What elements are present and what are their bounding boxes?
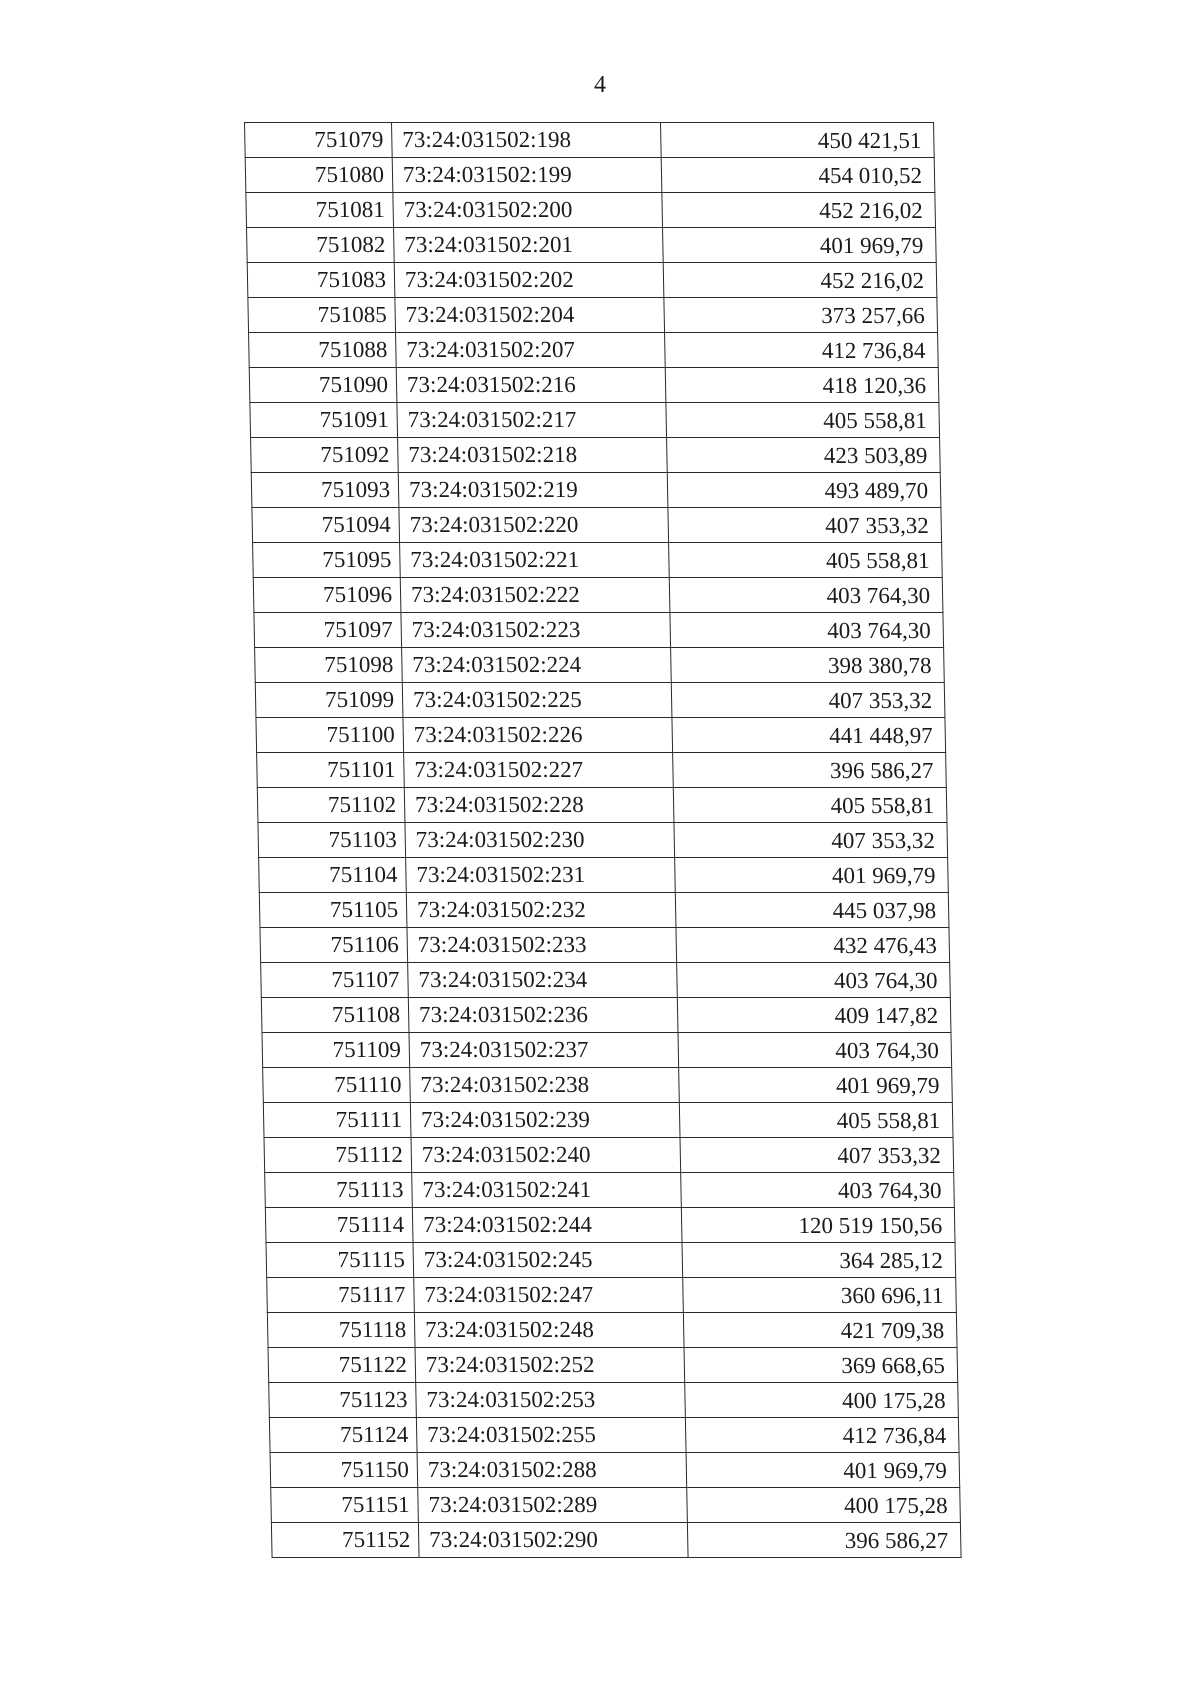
cadastral-value-cell: 403 764,30 xyxy=(677,963,951,998)
table-row xyxy=(269,1383,959,1418)
table-row xyxy=(265,1208,955,1243)
row-number-cell: 751101 xyxy=(257,753,405,788)
cadastral-number-cell: 73:24:031502:252 xyxy=(415,1348,685,1383)
cadastral-value-cell: 407 353,32 xyxy=(680,1138,954,1173)
cadastral-value-cell: 360 696,11 xyxy=(683,1278,957,1313)
table-row xyxy=(245,158,935,193)
row-number-cell: 751112 xyxy=(264,1138,412,1173)
table-row xyxy=(251,438,941,473)
cadastral-value-cell: 403 764,30 xyxy=(670,613,944,648)
cadastral-number-cell: 73:24:031502:228 xyxy=(404,788,674,823)
cadastral-value-cell: 398 380,78 xyxy=(671,648,945,683)
table-row xyxy=(253,543,943,578)
cadastral-value-cell: 432 476,43 xyxy=(676,928,950,963)
cadastral-value-table-container xyxy=(244,122,962,1558)
row-number-cell: 751082 xyxy=(247,228,395,263)
row-number-cell: 751091 xyxy=(250,403,398,438)
cadastral-number-cell: 73:24:031502:245 xyxy=(413,1243,683,1278)
row-number-cell: 751105 xyxy=(259,893,407,928)
cadastral-number-cell: 73:24:031502:201 xyxy=(394,228,664,263)
row-number-cell: 751113 xyxy=(265,1173,413,1208)
row-number-cell: 751111 xyxy=(263,1103,411,1138)
cadastral-number-cell: 73:24:031502:226 xyxy=(403,718,673,753)
table-body xyxy=(245,123,962,1558)
table-row xyxy=(270,1453,960,1488)
table-row xyxy=(271,1523,961,1558)
cadastral-number-cell: 73:24:031502:199 xyxy=(392,158,662,193)
table-row xyxy=(249,368,939,403)
row-number-cell: 751152 xyxy=(271,1523,419,1558)
table-row xyxy=(245,123,935,158)
table-row xyxy=(260,928,950,963)
table-row xyxy=(259,858,949,893)
cadastral-value-cell: 364 285,12 xyxy=(682,1243,956,1278)
cadastral-number-cell: 73:24:031502:207 xyxy=(396,333,666,368)
row-number-cell: 751115 xyxy=(266,1243,414,1278)
cadastral-value-cell: 396 586,27 xyxy=(673,753,947,788)
row-number-cell: 751103 xyxy=(258,823,406,858)
table-row xyxy=(265,1173,955,1208)
table-row xyxy=(258,823,948,858)
cadastral-number-cell: 73:24:031502:219 xyxy=(398,473,668,508)
table-row xyxy=(257,753,947,788)
row-number-cell: 751150 xyxy=(270,1453,418,1488)
row-number-cell: 751092 xyxy=(251,438,399,473)
row-number-cell: 751122 xyxy=(268,1348,416,1383)
table-row xyxy=(266,1243,956,1278)
table-row xyxy=(249,333,939,368)
table-row xyxy=(263,1068,953,1103)
cadastral-value-cell: 120 519 150,56 xyxy=(681,1208,955,1243)
table-row xyxy=(246,193,936,228)
cadastral-number-cell: 73:24:031502:247 xyxy=(414,1278,684,1313)
cadastral-value-cell: 454 010,52 xyxy=(661,158,935,193)
cadastral-number-cell: 73:24:031502:290 xyxy=(418,1523,688,1558)
cadastral-value-cell: 452 216,02 xyxy=(663,263,937,298)
cadastral-number-cell: 73:24:031502:232 xyxy=(406,893,676,928)
cadastral-number-cell: 73:24:031502:221 xyxy=(400,543,670,578)
row-number-cell: 751079 xyxy=(245,123,393,158)
cadastral-number-cell: 73:24:031502:202 xyxy=(394,263,664,298)
cadastral-value-cell: 407 353,32 xyxy=(671,683,945,718)
cadastral-value-cell: 401 969,79 xyxy=(663,228,937,263)
cadastral-number-cell: 73:24:031502:239 xyxy=(410,1103,680,1138)
cadastral-value-cell: 421 709,38 xyxy=(683,1313,957,1348)
row-number-cell: 751151 xyxy=(271,1488,419,1523)
cadastral-value-cell: 405 558,81 xyxy=(679,1103,953,1138)
cadastral-value-cell: 450 421,51 xyxy=(661,123,935,158)
row-number-cell: 751095 xyxy=(253,543,401,578)
table-row xyxy=(254,613,944,648)
cadastral-value-cell: 441 448,97 xyxy=(672,718,946,753)
cadastral-number-cell: 73:24:031502:218 xyxy=(398,438,668,473)
row-number-cell: 751108 xyxy=(261,998,409,1033)
cadastral-value-cell: 403 764,30 xyxy=(678,1033,952,1068)
row-number-cell: 751096 xyxy=(253,578,401,613)
cadastral-number-cell: 73:24:031502:255 xyxy=(416,1418,686,1453)
cadastral-number-cell: 73:24:031502:238 xyxy=(410,1068,680,1103)
cadastral-value-cell: 405 558,81 xyxy=(673,788,947,823)
cadastral-value-cell: 445 037,98 xyxy=(675,893,949,928)
row-number-cell: 751100 xyxy=(256,718,404,753)
cadastral-value-cell: 369 668,65 xyxy=(684,1348,958,1383)
row-number-cell: 751097 xyxy=(254,613,402,648)
cadastral-number-cell: 73:24:031502:234 xyxy=(408,963,678,998)
cadastral-number-cell: 73:24:031502:227 xyxy=(404,753,674,788)
row-number-cell: 751099 xyxy=(255,683,403,718)
page-number: 4 xyxy=(594,72,606,98)
table-row xyxy=(271,1488,961,1523)
cadastral-number-cell: 73:24:031502:241 xyxy=(412,1173,682,1208)
row-number-cell: 751104 xyxy=(259,858,407,893)
row-number-cell: 751083 xyxy=(247,263,395,298)
row-number-cell: 751124 xyxy=(269,1418,417,1453)
table-row xyxy=(261,998,951,1033)
table-row xyxy=(252,508,942,543)
cadastral-value-cell: 407 353,32 xyxy=(674,823,948,858)
row-number-cell: 751093 xyxy=(251,473,399,508)
row-number-cell: 751106 xyxy=(260,928,408,963)
cadastral-value-cell: 405 558,81 xyxy=(669,543,943,578)
table-row xyxy=(268,1348,958,1383)
cadastral-number-cell: 73:24:031502:231 xyxy=(406,858,676,893)
cadastral-value-cell: 401 969,79 xyxy=(679,1068,953,1103)
table-row xyxy=(251,473,941,508)
row-number-cell: 751098 xyxy=(255,648,403,683)
cadastral-value-cell: 396 586,27 xyxy=(687,1523,961,1558)
table-row xyxy=(253,578,943,613)
cadastral-number-cell: 73:24:031502:223 xyxy=(401,613,671,648)
table-row xyxy=(247,228,937,263)
cadastral-number-cell: 73:24:031502:236 xyxy=(408,998,678,1033)
cadastral-value-cell: 418 120,36 xyxy=(665,368,939,403)
table-row xyxy=(269,1418,959,1453)
row-number-cell: 751107 xyxy=(261,963,409,998)
cadastral-value-cell: 403 764,30 xyxy=(669,578,943,613)
table-row xyxy=(256,718,946,753)
cadastral-value-cell: 401 969,79 xyxy=(686,1453,960,1488)
table-row xyxy=(264,1138,954,1173)
cadastral-number-cell: 73:24:031502:225 xyxy=(402,683,672,718)
cadastral-number-cell: 73:24:031502:217 xyxy=(397,403,667,438)
cadastral-number-cell: 73:24:031502:222 xyxy=(400,578,670,613)
table-row xyxy=(267,1278,957,1313)
cadastral-value-cell: 412 736,84 xyxy=(665,333,939,368)
table-row xyxy=(263,1103,953,1138)
cadastral-value-cell: 452 216,02 xyxy=(662,193,936,228)
cadastral-value-cell: 493 489,70 xyxy=(667,473,941,508)
row-number-cell: 751110 xyxy=(263,1068,411,1103)
table-row xyxy=(247,263,937,298)
cadastral-number-cell: 73:24:031502:216 xyxy=(396,368,666,403)
cadastral-value-cell: 401 969,79 xyxy=(675,858,949,893)
cadastral-value-cell: 407 353,32 xyxy=(668,508,942,543)
table-row xyxy=(262,1033,952,1068)
row-number-cell: 751085 xyxy=(248,298,396,333)
cadastral-number-cell: 73:24:031502:237 xyxy=(409,1033,679,1068)
cadastral-number-cell: 73:24:031502:220 xyxy=(399,508,669,543)
table-row xyxy=(255,648,945,683)
cadastral-number-cell: 73:24:031502:233 xyxy=(407,928,677,963)
cadastral-number-cell: 73:24:031502:224 xyxy=(402,648,672,683)
cadastral-number-cell: 73:24:031502:248 xyxy=(414,1313,684,1348)
row-number-cell: 751094 xyxy=(252,508,400,543)
cadastral-value-cell: 423 503,89 xyxy=(667,438,941,473)
row-number-cell: 751090 xyxy=(249,368,397,403)
row-number-cell: 751118 xyxy=(267,1313,415,1348)
table-row xyxy=(248,298,938,333)
table-row xyxy=(257,788,947,823)
cadastral-value-cell: 409 147,82 xyxy=(677,998,951,1033)
cadastral-value-cell: 412 736,84 xyxy=(685,1418,959,1453)
cadastral-value-cell: 403 764,30 xyxy=(681,1173,955,1208)
row-number-cell: 751114 xyxy=(265,1208,413,1243)
row-number-cell: 751123 xyxy=(269,1383,417,1418)
cadastral-number-cell: 73:24:031502:204 xyxy=(395,298,665,333)
cadastral-value-table xyxy=(244,122,962,1558)
row-number-cell: 751102 xyxy=(257,788,405,823)
table-row xyxy=(261,963,951,998)
cadastral-number-cell: 73:24:031502:289 xyxy=(418,1488,688,1523)
cadastral-number-cell: 73:24:031502:253 xyxy=(416,1383,686,1418)
cadastral-number-cell: 73:24:031502:198 xyxy=(392,123,662,158)
table-row xyxy=(267,1313,957,1348)
cadastral-value-cell: 405 558,81 xyxy=(666,403,940,438)
cadastral-number-cell: 73:24:031502:244 xyxy=(412,1208,682,1243)
row-number-cell: 751081 xyxy=(246,193,394,228)
table-row xyxy=(250,403,940,438)
cadastral-number-cell: 73:24:031502:288 xyxy=(417,1453,687,1488)
cadastral-value-cell: 400 175,28 xyxy=(687,1488,961,1523)
row-number-cell: 751080 xyxy=(245,158,393,193)
row-number-cell: 751088 xyxy=(249,333,397,368)
table-row xyxy=(255,683,945,718)
row-number-cell: 751117 xyxy=(267,1278,415,1313)
cadastral-number-cell: 73:24:031502:200 xyxy=(393,193,663,228)
row-number-cell: 751109 xyxy=(262,1033,410,1068)
cadastral-number-cell: 73:24:031502:230 xyxy=(405,823,675,858)
cadastral-number-cell: 73:24:031502:240 xyxy=(411,1138,681,1173)
cadastral-value-cell: 400 175,28 xyxy=(685,1383,959,1418)
cadastral-value-cell: 373 257,66 xyxy=(664,298,938,333)
table-row xyxy=(259,893,949,928)
